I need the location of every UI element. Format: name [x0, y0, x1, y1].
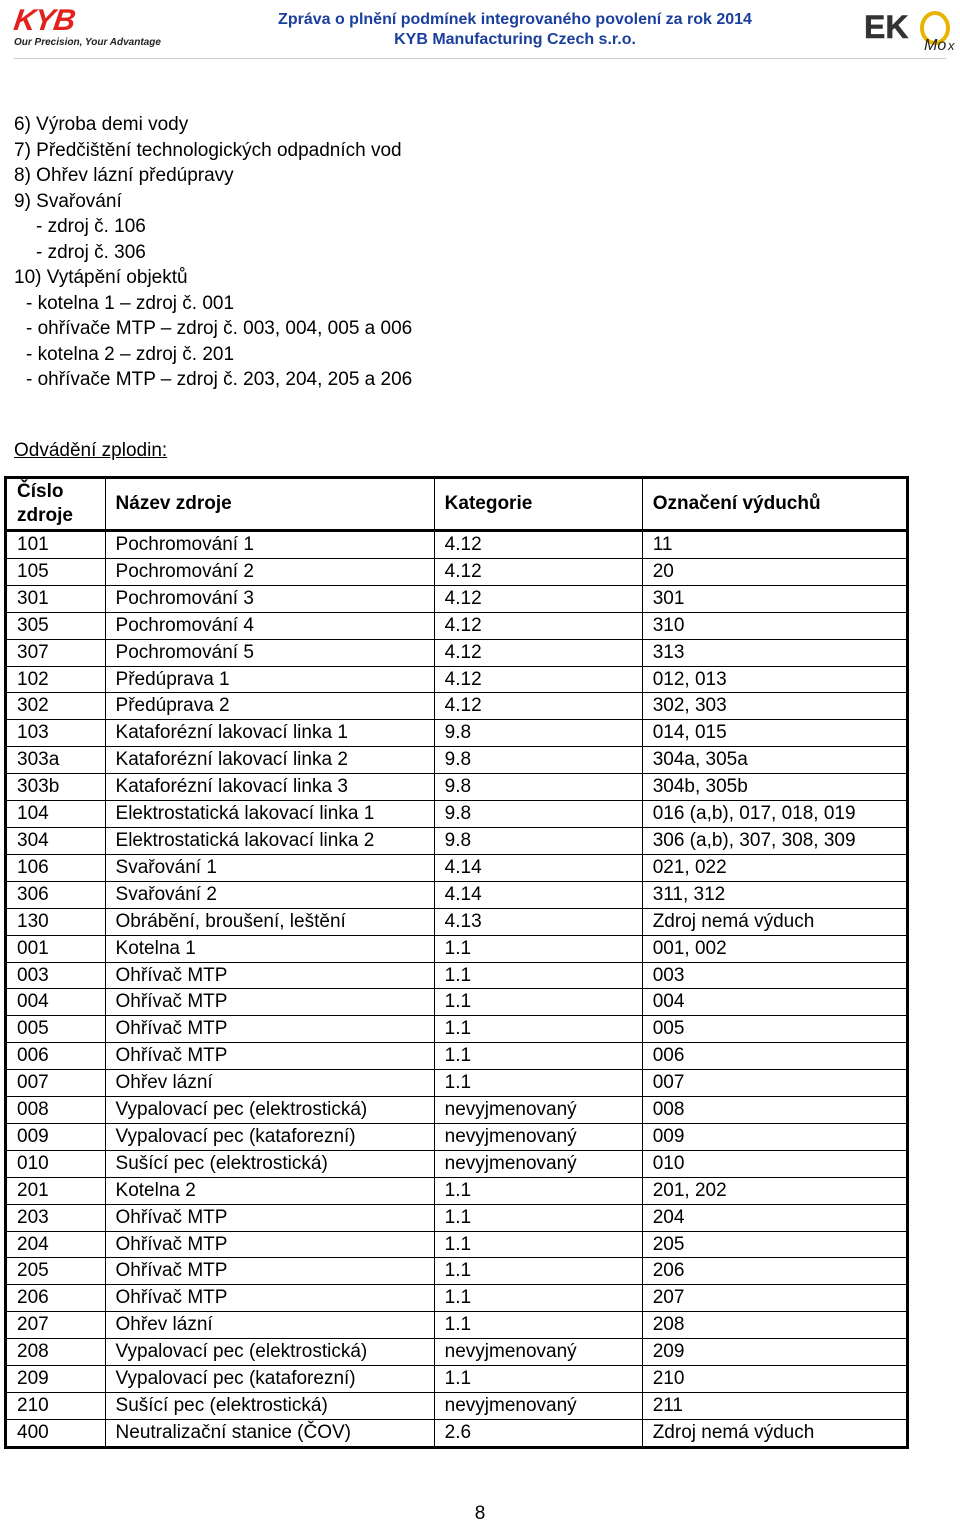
cell-category: 1.1 — [434, 1043, 642, 1070]
table-row — [6, 1177, 908, 1204]
svg-text:Mo: Mo — [924, 37, 947, 54]
cell-outlet-id: 014, 015 — [642, 720, 907, 747]
cell-source-name: Vypalovací pec (elektrostická) — [105, 1097, 434, 1124]
table-row — [6, 962, 908, 989]
cell-source-number: 010 — [6, 1150, 106, 1177]
cell-source-number: 102 — [6, 666, 106, 693]
cell-source-number: 400 — [6, 1419, 106, 1447]
cell-source-number: 103 — [6, 720, 106, 747]
page-number: 8 — [474, 1503, 486, 1524]
cell-outlet-id: 304a, 305a — [642, 747, 907, 774]
cell-source-number: 205 — [6, 1258, 106, 1285]
cell-source-name: Ohřívač MTP — [105, 1043, 434, 1070]
cell-source-number: 004 — [6, 989, 106, 1016]
cell-category: 1.1 — [434, 1366, 642, 1393]
page-header — [0, 0, 960, 60]
table-row — [6, 854, 908, 881]
table-row — [6, 1231, 908, 1258]
list-item: 10) Vytápění objektů — [14, 267, 188, 288]
table-row — [6, 827, 908, 854]
document-title-line2: KYB Manufacturing Czech s.r.o. — [394, 31, 636, 48]
cell-category: 9.8 — [434, 747, 642, 774]
table-row — [6, 1258, 908, 1285]
cell-outlet-id: 004 — [642, 989, 907, 1016]
cell-category: 1.1 — [434, 1177, 642, 1204]
cell-source-number: 210 — [6, 1393, 106, 1420]
cell-source-name: Předúprava 2 — [105, 693, 434, 720]
table-row — [6, 989, 908, 1016]
list-subitem: - kotelna 1 – zdroj č. 001 — [26, 292, 235, 314]
cell-source-number: 209 — [6, 1366, 106, 1393]
cell-source-name: Ohřívač MTP — [105, 1258, 434, 1285]
table-header-row — [6, 478, 908, 531]
table-row — [6, 908, 908, 935]
cell-category: 4.13 — [434, 908, 642, 935]
cell-source-name: Ohřívač MTP — [105, 1231, 434, 1258]
table-row — [6, 881, 908, 908]
table-body — [6, 531, 908, 1448]
cell-source-name: Kataforézní lakovací linka 3 — [105, 774, 434, 801]
list-item: 8) Ohřev lázní předúpravy — [14, 165, 234, 186]
cell-outlet-id: Zdroj nemá výduch — [642, 1419, 907, 1447]
cell-outlet-id: 301 — [642, 585, 907, 612]
cell-source-name: Ohřívač MTP — [105, 989, 434, 1016]
cell-category: 4.14 — [434, 881, 642, 908]
emissions-table — [4, 476, 909, 1449]
cell-outlet-id: 006 — [642, 1043, 907, 1070]
column-header-source-number: Číslo zdroje — [6, 478, 106, 531]
cell-category: 4.12 — [434, 612, 642, 639]
cell-category: 9.8 — [434, 801, 642, 828]
document-title-line1: Zpráva o plnění podmínek integrovaného povolení za rok 2014 — [278, 11, 752, 28]
table-row — [6, 1339, 908, 1366]
cell-outlet-id: 20 — [642, 558, 907, 585]
cell-source-number: 208 — [6, 1339, 106, 1366]
cell-category: 1.1 — [434, 1231, 642, 1258]
table-row — [6, 1204, 908, 1231]
cell-outlet-id: 003 — [642, 962, 907, 989]
cell-source-name: Sušící pec (elektrostická) — [105, 1393, 434, 1420]
cell-source-number: 005 — [6, 1016, 106, 1043]
cell-source-name: Pochromování 1 — [105, 531, 434, 559]
emissions-table-wrapper — [4, 476, 909, 1449]
cell-outlet-id: 302, 303 — [642, 693, 907, 720]
cell-source-number: 106 — [6, 854, 106, 881]
cell-outlet-id: 311, 312 — [642, 881, 907, 908]
kyb-logo-tagline: Our Precision, Your Advantage — [14, 37, 161, 48]
cell-outlet-id: Zdroj nemá výduch — [642, 908, 907, 935]
cell-source-name: Pochromování 2 — [105, 558, 434, 585]
cell-source-number: 304 — [6, 827, 106, 854]
table-row — [6, 693, 908, 720]
cell-outlet-id: 306 (a,b), 307, 308, 309 — [642, 827, 907, 854]
cell-source-number: 201 — [6, 1177, 106, 1204]
cell-source-number: 130 — [6, 908, 106, 935]
cell-source-number: 306 — [6, 881, 106, 908]
cell-outlet-id: 001, 002 — [642, 935, 907, 962]
cell-outlet-id: 208 — [642, 1312, 907, 1339]
cell-category: 9.8 — [434, 720, 642, 747]
cell-source-number: 008 — [6, 1097, 106, 1124]
cell-outlet-id: 201, 202 — [642, 1177, 907, 1204]
cell-outlet-id: 005 — [642, 1016, 907, 1043]
table-row — [6, 1312, 908, 1339]
cell-source-name: Pochromování 3 — [105, 585, 434, 612]
table-row — [6, 747, 908, 774]
cell-source-number: 203 — [6, 1204, 106, 1231]
cell-category: 4.12 — [434, 585, 642, 612]
cell-category: 1.1 — [434, 1016, 642, 1043]
cell-source-name: Kataforézní lakovací linka 1 — [105, 720, 434, 747]
list-subitem: - kotelna 2 – zdroj č. 201 — [26, 343, 235, 365]
cell-category: 4.12 — [434, 693, 642, 720]
cell-outlet-id: 210 — [642, 1366, 907, 1393]
cell-category: nevyjmenovaný — [434, 1150, 642, 1177]
cell-source-name: Ohřívač MTP — [105, 1016, 434, 1043]
cell-source-name: Vypalovací pec (kataforezní) — [105, 1366, 434, 1393]
cell-outlet-id: 304b, 305b — [642, 774, 907, 801]
cell-source-name: Svařování 1 — [105, 854, 434, 881]
table-row — [6, 935, 908, 962]
cell-category: nevyjmenovaný — [434, 1393, 642, 1420]
cell-category: 4.14 — [434, 854, 642, 881]
cell-source-name: Ohřev lázní — [105, 1070, 434, 1097]
list-item: 9) Svařování — [14, 190, 122, 212]
cell-source-number: 009 — [6, 1123, 106, 1150]
header-divider — [14, 58, 946, 59]
cell-source-name: Sušící pec (elektrostická) — [105, 1150, 434, 1177]
cell-source-number: 003 — [6, 962, 106, 989]
list-item: 7) Předčištění technologických odpadních vod — [14, 139, 402, 161]
cell-source-number: 303a — [6, 747, 106, 774]
list-subitem: - zdroj č. 106 — [36, 216, 146, 237]
list-subitem: - ohřívače MTP – zdroj č. 203, 204, 205 a 206 — [26, 369, 413, 390]
cell-source-name: Vypalovací pec (kataforezní) — [105, 1123, 434, 1150]
cell-category: nevyjmenovaný — [434, 1097, 642, 1124]
cell-outlet-id: 11 — [642, 531, 907, 559]
cell-source-name: Obrábění, broušení, leštění — [105, 908, 434, 935]
cell-outlet-id: 012, 013 — [642, 666, 907, 693]
cell-source-name: Svařování 2 — [105, 881, 434, 908]
table-row — [6, 1123, 908, 1150]
table-row — [6, 1070, 908, 1097]
cell-category: 9.8 — [434, 827, 642, 854]
cell-outlet-id: 021, 022 — [642, 854, 907, 881]
cell-outlet-id: 209 — [642, 1339, 907, 1366]
cell-source-name: Kotelna 1 — [105, 935, 434, 962]
cell-outlet-id: 205 — [642, 1231, 907, 1258]
cell-category: 4.12 — [434, 531, 642, 559]
cell-category: 1.1 — [434, 962, 642, 989]
table-row — [6, 1419, 908, 1447]
cell-source-number: 104 — [6, 801, 106, 828]
cell-category: 1.1 — [434, 1070, 642, 1097]
cell-outlet-id: 010 — [642, 1150, 907, 1177]
cell-category: 4.12 — [434, 666, 642, 693]
cell-source-name: Vypalovací pec (elektrostická) — [105, 1339, 434, 1366]
cell-category: 1.1 — [434, 1285, 642, 1312]
column-header-outlet-id: Označení výduchů — [642, 478, 907, 531]
table-row — [6, 585, 908, 612]
cell-outlet-id: 008 — [642, 1097, 907, 1124]
svg-text:EK: EK — [864, 9, 909, 45]
table-row — [6, 1043, 908, 1070]
list-subitem: - zdroj č. 306 — [36, 241, 146, 263]
cell-outlet-id: 206 — [642, 1258, 907, 1285]
cell-outlet-id: 313 — [642, 639, 907, 666]
cell-source-number: 303b — [6, 774, 106, 801]
cell-source-number: 207 — [6, 1312, 106, 1339]
table-row — [6, 720, 908, 747]
table-row — [6, 801, 908, 828]
cell-source-name: Neutralizační stanice (ČOV) — [105, 1419, 434, 1447]
cell-category: nevyjmenovaný — [434, 1339, 642, 1366]
cell-category: 4.12 — [434, 558, 642, 585]
eko-logo — [862, 6, 958, 54]
table-row — [6, 666, 908, 693]
table-row — [6, 1366, 908, 1393]
column-header-source-name: Název zdroje — [105, 478, 434, 531]
table-row — [6, 612, 908, 639]
cell-source-name: Elektrostatická lakovací linka 1 — [105, 801, 434, 828]
cell-category: 1.1 — [434, 989, 642, 1016]
cell-category: 9.8 — [434, 774, 642, 801]
list-item: 6) Výroba demi vody — [14, 114, 189, 135]
cell-source-number: 302 — [6, 693, 106, 720]
cell-source-name: Ohřívač MTP — [105, 962, 434, 989]
table-row — [6, 1150, 908, 1177]
cell-source-name: Kotelna 2 — [105, 1177, 434, 1204]
kyb-logo-mark: KYB — [11, 4, 77, 37]
cell-source-number: 006 — [6, 1043, 106, 1070]
cell-source-number: 007 — [6, 1070, 106, 1097]
cell-source-name: Ohřívač MTP — [105, 1285, 434, 1312]
table-row — [6, 1097, 908, 1124]
cell-source-number: 206 — [6, 1285, 106, 1312]
table-row — [6, 639, 908, 666]
table-row — [6, 531, 908, 559]
document-title — [200, 10, 830, 50]
cell-category: 1.1 — [434, 1258, 642, 1285]
cell-source-number: 307 — [6, 639, 106, 666]
cell-source-name: Elektrostatická lakovací linka 2 — [105, 827, 434, 854]
cell-source-number: 001 — [6, 935, 106, 962]
cell-outlet-id: 211 — [642, 1393, 907, 1420]
section-title: Odvádění zplodin: — [14, 440, 168, 461]
cell-category: 1.1 — [434, 1204, 642, 1231]
cell-source-name: Kataforézní lakovací linka 2 — [105, 747, 434, 774]
table-row — [6, 1016, 908, 1043]
cell-source-name: Pochromování 5 — [105, 639, 434, 666]
cell-source-name: Ohřev lázní — [105, 1312, 434, 1339]
cell-category: 2.6 — [434, 1419, 642, 1447]
cell-outlet-id: 016 (a,b), 017, 018, 019 — [642, 801, 907, 828]
table-row — [6, 774, 908, 801]
cell-category: 1.1 — [434, 935, 642, 962]
list-subitem: - ohřívače MTP – zdroj č. 003, 004, 005 a 006 — [26, 318, 413, 339]
kyb-logo — [11, 4, 161, 50]
cell-outlet-id: 207 — [642, 1285, 907, 1312]
table-row — [6, 1393, 908, 1420]
svg-text:x: x — [948, 38, 955, 53]
cell-outlet-id: 007 — [642, 1070, 907, 1097]
cell-source-number: 204 — [6, 1231, 106, 1258]
cell-outlet-id: 009 — [642, 1123, 907, 1150]
cell-outlet-id: 204 — [642, 1204, 907, 1231]
cell-source-name: Pochromování 4 — [105, 612, 434, 639]
cell-source-name: Ohřívač MTP — [105, 1204, 434, 1231]
table-row — [6, 558, 908, 585]
cell-source-number: 101 — [6, 531, 106, 559]
cell-source-number: 305 — [6, 612, 106, 639]
column-header-category: Kategorie — [434, 478, 642, 531]
cell-source-name: Předúprava 1 — [105, 666, 434, 693]
cell-outlet-id: 310 — [642, 612, 907, 639]
cell-source-number: 105 — [6, 558, 106, 585]
cell-source-number: 301 — [6, 585, 106, 612]
cell-category: nevyjmenovaný — [434, 1123, 642, 1150]
cell-category: 4.12 — [434, 639, 642, 666]
cell-category: 1.1 — [434, 1312, 642, 1339]
intro-list — [14, 112, 412, 393]
table-row — [6, 1285, 908, 1312]
